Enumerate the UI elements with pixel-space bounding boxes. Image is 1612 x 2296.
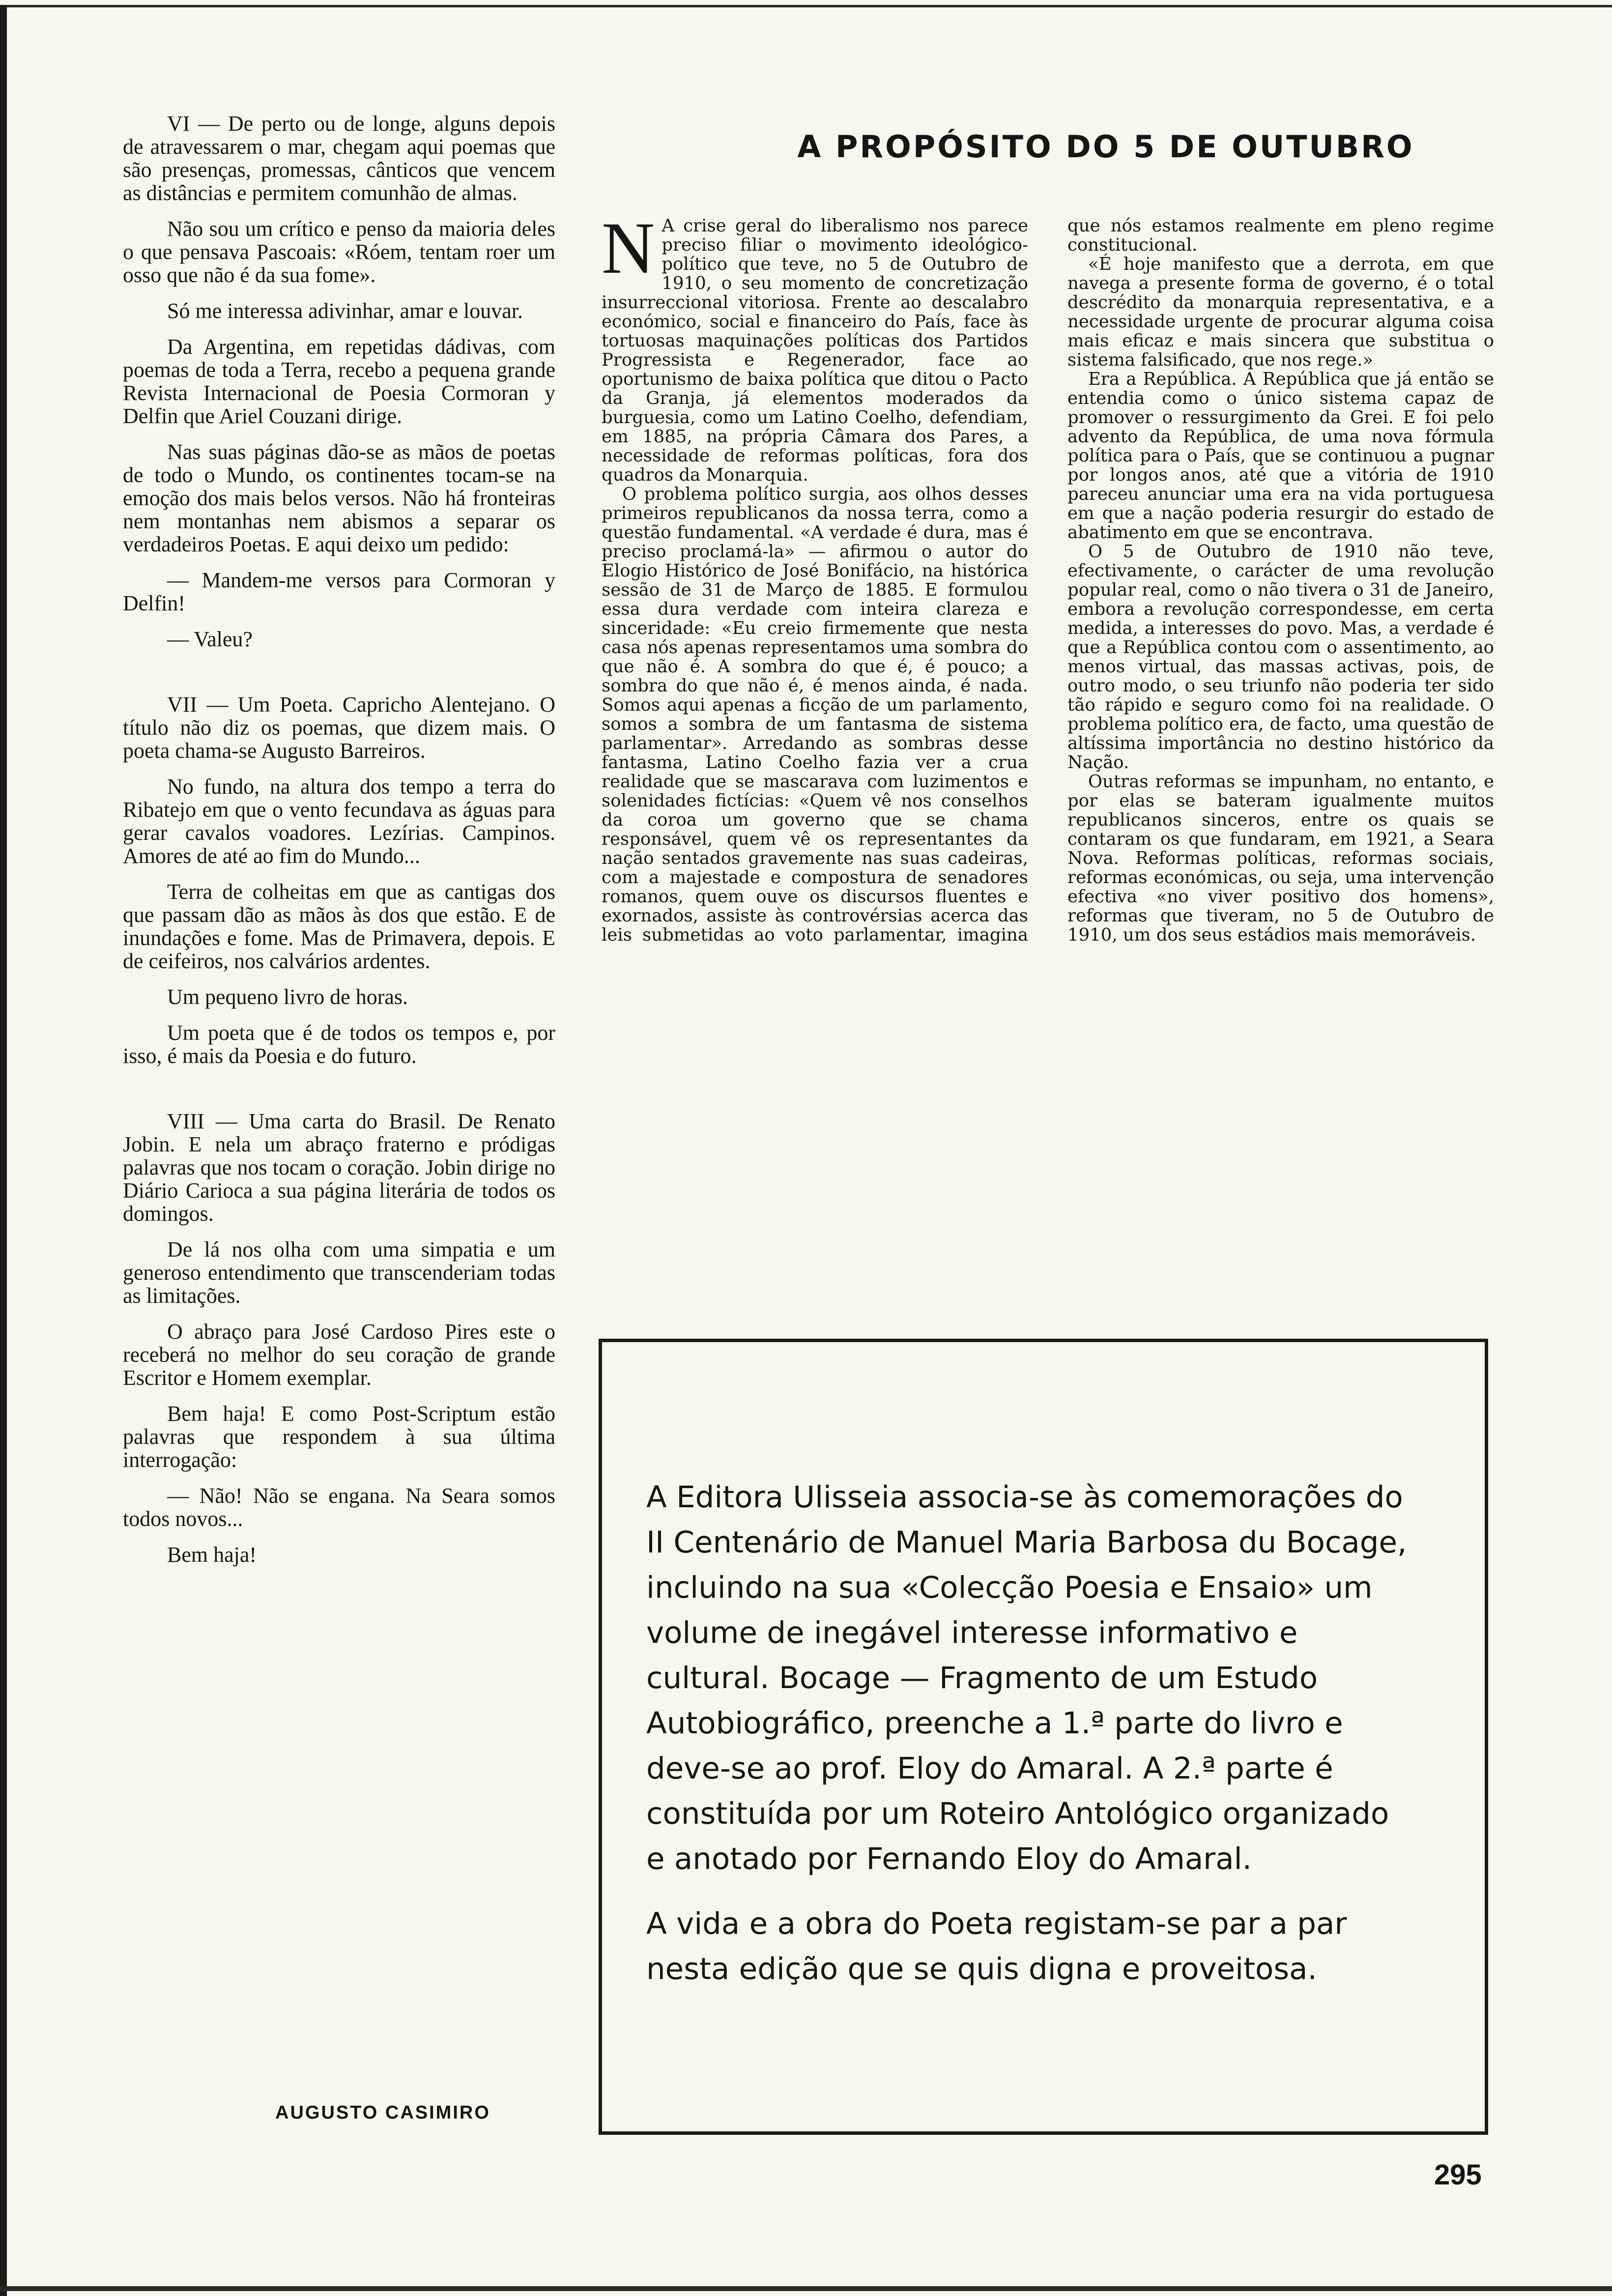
paragraph: Bem haja! <box>167 1543 257 1567</box>
paragraph: Da Argentina, em repetidas dádivas, com poemas de toda a Terra, recebo a pequena grande Revista Internacional de Poesia Cormoran y Delfin que Ariel Couzani dirige. <box>123 335 555 428</box>
article-paragraph-text: A crise geral do liberalismo nos parece preciso filiar o movimento ideológico-político que teve, no 5 de Outubro de 1910, o seu momento de concretização insurreccional vitoriosa. Frente ao descalabro económico, social e financeiro do País, face às tortuosas maquinações políticas dos Partidos Progressista e Regenerador, face ao oportunismo de baixa política que ditou o Pacto da Granja, já elementos moderados da burguesia, como um Latino Coelho, defendiam, em 1885, na própria Câmara dos Pares, a necessidade de reformas políticas, fora dos quadros da Monarquia. <box>602 216 1028 485</box>
paragraph: Só me interessa adivinhar, amar e louvar. <box>167 299 523 323</box>
notice-box <box>599 1339 1488 2135</box>
page-border-bottom <box>0 2286 1612 2291</box>
notice-paragraph: A vida e a obra do Poeta registam-se par a par nesta edição que se quis digna e proveitosa. <box>646 1906 1347 1986</box>
page-border-left <box>0 5 7 2296</box>
left-column <box>123 112 555 1579</box>
article-paragraph: Outras reformas se impunham, no entanto, e por elas se bateram igualmente muitos republicanos sinceros, entre os quais se contaram os que fundaram, em 1921, a Seara Nova. Reformas políticas, reformas sociais, reformas económicas, ou seja, uma intervenção efectiva «no viver positivo dos homens», reformas que tiveram, no 5 de Outubro de 1910, um dos seus estádios mais memoráveis. <box>1067 772 1494 945</box>
article-paragraph: O problema político surgia, aos olhos desses primeiros republicanos da nossa terra, como a questão fundamental. «A verdade é dura, mas é preciso proclamá-la» — afirmou o autor do Elogio Histórico de José Bonifácio, na histórica sessão de 31 de Março de 1885. E formulou essa dura verdade com inteira clareza e sinceridade: «Eu creio firmemente que nesta casa nós apenas representamos uma sombra do que não é. A sombra do que é, é pouco; a sombra do que não é, é menos ainda, é nada. Somos aqui apenas a ficção de um parlamento, somos a sombra de um fantasma de sistema parlamentar». Arredando as sombras desse fantasma, Latino Coelho fazia ver a crua realidade que se mascarava com luzimentos e solenidades fictícias: «Quem vê nos conselhos da coroa um governo que se chama responsável, quem vê os representantes da nação sentados gravemente nas suas cadeiras, com a majestade e compostura de senadores romanos, quem ouve os discursos fluentes e exornados, assiste às controvérsias acerca das leis submetidas ao voto parlamentar, imagina que nós estamos realmente em pleno regime constitucional. <box>602 216 1494 945</box>
drop-cap: N <box>602 207 655 289</box>
page-border-top <box>0 5 1612 7</box>
paragraph: — Não! Não se engana. Na Seara somos todos novos... <box>123 1484 555 1531</box>
article-paragraph: O 5 de Outubro de 1910 não teve, efectivamente, o carácter de uma revolução popular real, como o não tivera o 31 de Janeiro, embora a revolução correspondesse, em certa medida, a interesses do povo. Mas, a verdade é que a República contou com o assentimento, ao menos virtual, das massas activas, pois, de outro modo, o seu triunfo não poderia ter sido tão rápido e seguro como foi na realidade. O problema político era, de facto, uma questão de altíssima importância no destino histórico da Nação. <box>1067 542 1494 773</box>
paragraph: Um pequeno livro de horas. <box>167 985 408 1009</box>
paragraph: O abraço para José Cardoso Pires este o receberá no melhor do seu coração de grande Escritor e Homem exemplar. <box>123 1320 555 1390</box>
paragraph: — Mandem-me versos para Cormoran y Delfin! <box>123 568 555 615</box>
section-gap <box>123 1080 555 1110</box>
paragraph: VIII — Uma carta do Brasil. De Renato Jobin. E nela um abraço fraterno e pródigas palavras que nos tocam o coração. Jobin dirige no Diário Carioca a sua página literária de todos os domingos. <box>123 1109 555 1226</box>
paragraph: No fundo, na altura dos tempo a terra do Ribatejo em que o vento fecundava as águas para gerar cavalos voadores. Lezírias. Campinos. Amores de até ao fim do Mundo... <box>123 775 555 868</box>
paragraph: Não sou um crítico e penso da maioria deles o que pensava Pascoais: «Róem, tentam roer um osso que não é da sua fome». <box>123 217 555 287</box>
page-number: 295 <box>1434 2159 1482 2191</box>
paragraph: Nas suas páginas dão-se as mãos de poetas de todo o Mundo, os continentes tocam-se na emoção dos mais belos versos. Não há fronteiras nem montanhas nem abismos a separar os verdadeiros Poetas. E aqui deixo um pedido: <box>123 440 555 556</box>
paragraph: Um poeta que é de todos os tempos e, por isso, é mais da Poesia e do futuro. <box>123 1021 555 1068</box>
article-body <box>602 207 1494 1288</box>
section-gap <box>123 663 555 693</box>
paragraph: De lá nos olha com uma simpatia e um generoso entendimento que transcenderiam todas as limitações. <box>123 1237 555 1308</box>
notice-paragraph: A Editora Ulisseia associa-se às comemorações do II Centenário de Manuel Maria Barbosa du Bocage, incluindo na sua «Colecção Poesia e Ensaio» um volume de inegável interesse informativo e cultural. Bocage — Fragmento de um Estudo Autobiográfico, preenche a 1.ª parte do livro e deve-se ao prof. Eloy do Amaral. A 2.ª parte é constituída por um Roteiro Antológico organizado e anotado por Fernando Eloy do Amaral. <box>646 1480 1407 1876</box>
article-paragraph: «É hoje manifesto que a derrota, em que navega a presente forma de governo, é o total descrédito da monarquia representativa, e a necessidade urgente de procurar alguma coisa mais eficaz e mais sincera que substitua o sistema falsificado, que nos rege.» <box>1067 254 1494 370</box>
article-title: A PROPÓSITO DO 5 DE OUTUBRO <box>797 129 1414 165</box>
paragraph: — Valeu? <box>167 627 253 651</box>
paragraph: VI — De perto ou de longe, alguns depois de atravessarem o mar, chegam aqui poemas que são presenças, promessas, cânticos que vencem as distâncias e permitem comunhão de almas. <box>123 112 555 205</box>
article-paragraph: Era a República. A República que já então se entendia como o único sistema capaz de promover o ressurgimento da Grei. E foi pelo advento da República, de uma nova fórmula política para o País, que se continuou a pugnar por longos anos, até que a vitória de 1910 pareceu anunciar uma era na vida portuguesa em que a nação poderia resurgir do estado de abatimento em que se encontrava. <box>1067 369 1494 543</box>
author-signature: AUGUSTO CASIMIRO <box>275 2102 490 2123</box>
paragraph: Bem haja! E como Post-Scriptum estão palavras que respondem à sua última interrogação: <box>123 1402 555 1472</box>
article-paragraph <box>602 207 1028 485</box>
paragraph: VII — Um Poeta. Capricho Alentejano. O título não diz os poemas, que dizem mais. O poeta chama-se Augusto Barreiros. <box>123 692 555 763</box>
paragraph: Terra de colheitas em que as cantigas dos que passam dão as mãos às dos que estão. E de inundações e fome. Mas de Primavera, depois. E de ceifeiros, nos calvários ardentes. <box>123 880 555 973</box>
